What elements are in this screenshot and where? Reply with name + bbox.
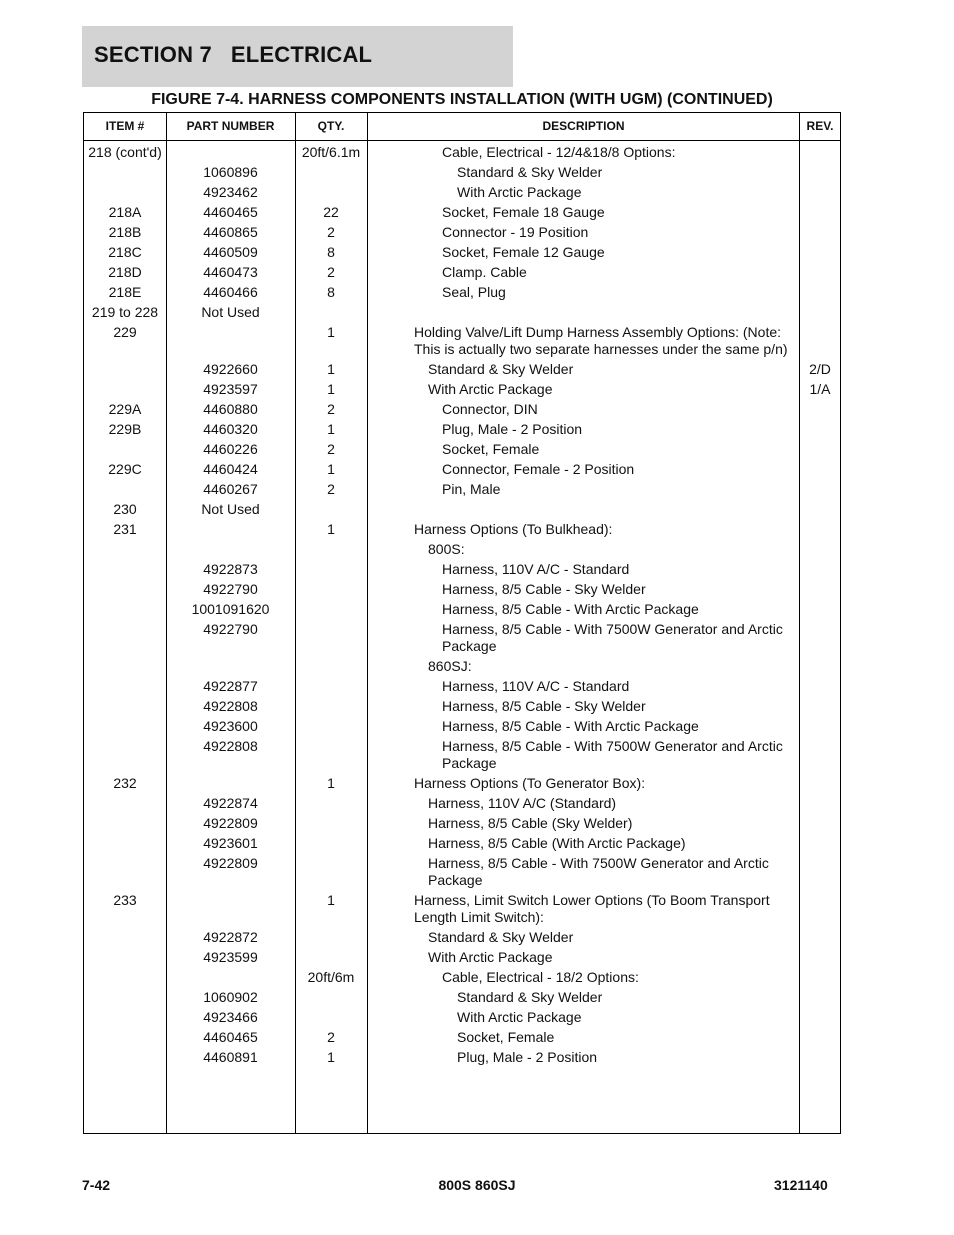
table-row	[84, 221, 840, 241]
part-number-cell: 4923601	[203, 835, 258, 851]
part-number-cell: 4460880	[203, 401, 258, 417]
description-cell: Standard & Sky Welder	[457, 164, 603, 180]
description-cell: Harness Options (To Generator Box):	[414, 775, 646, 791]
description-cell: Harness, 8/5 Cable (Sky Welder)	[428, 815, 633, 831]
part-number-cell: 4460465	[203, 1029, 258, 1045]
description-cell: Connector, DIN	[442, 401, 538, 417]
part-number-cell: 4923462	[203, 184, 258, 200]
table-row	[84, 598, 840, 618]
part-number-cell: 4460226	[203, 441, 258, 457]
table-header	[84, 113, 840, 141]
header-qty: QTY.	[317, 119, 345, 133]
rev-cell: 1/A	[809, 381, 831, 397]
part-number-cell: 4922874	[203, 795, 258, 811]
table-row	[84, 458, 840, 478]
qty-cell: 1	[327, 1049, 335, 1065]
part-number-cell: 4922872	[203, 929, 258, 945]
description-cell: Clamp. Cable	[442, 264, 527, 280]
description-cell: Harness, 110V A/C - Standard	[442, 561, 630, 577]
qty-cell: 1	[327, 521, 335, 537]
description-cell: Harness, 8/5 Cable - With 7500W Generator and Arctic Package	[442, 738, 783, 771]
part-number-cell: 4923600	[203, 718, 258, 734]
table-row	[84, 398, 840, 418]
qty-cell: 2	[327, 1029, 335, 1045]
description-cell: Socket, Female 12 Gauge	[442, 244, 605, 260]
item-cell: 231	[113, 521, 137, 537]
description-cell: 860SJ:	[428, 658, 472, 674]
table-row	[84, 438, 840, 458]
qty-cell: 20ft/6m	[307, 969, 355, 985]
figure-title: FIGURE 7-4. HARNESS COMPONENTS INSTALLATION (WITH UGM) (CONTINUED)	[151, 91, 773, 108]
description-cell: Harness, 110V A/C (Standard)	[428, 795, 617, 811]
item-cell: 229C	[108, 461, 142, 477]
table-row	[84, 986, 840, 1006]
part-number-cell: 4923599	[203, 949, 258, 965]
parts-table	[83, 112, 841, 1134]
part-number-cell: 4460320	[203, 421, 258, 437]
table-row	[84, 832, 840, 852]
description-cell: Seal, Plug	[442, 284, 506, 300]
table-row	[84, 378, 840, 398]
description-cell: Connector - 19 Position	[442, 224, 589, 240]
part-number-cell: 4460267	[203, 481, 258, 497]
description-cell: Harness, 8/5 Cable - With 7500W Generator and Arctic Package	[428, 855, 769, 888]
part-number-cell: 4460891	[203, 1049, 258, 1065]
description-cell: Harness, 8/5 Cable - With Arctic Package	[442, 718, 699, 734]
footer-model: 800S 860SJ	[438, 1177, 516, 1193]
qty-cell: 1	[327, 421, 335, 437]
table-row	[84, 735, 840, 772]
description-cell: Pin, Male	[442, 481, 501, 497]
description-cell: Harness Options (To Bulkhead):	[414, 521, 613, 537]
description-cell: 800S:	[428, 541, 465, 557]
item-cell: 229	[113, 324, 137, 340]
description-cell	[414, 304, 792, 321]
description-cell: Socket, Female	[442, 441, 540, 457]
part-number-cell: 4923466	[203, 1009, 258, 1025]
table-row	[84, 518, 840, 538]
table-row	[84, 852, 840, 889]
table-row	[84, 618, 840, 655]
qty-cell: 2	[327, 481, 335, 497]
part-number-cell: 4922790	[203, 621, 258, 637]
description-cell: Standard & Sky Welder	[428, 361, 574, 377]
description-cell: Harness, 8/5 Cable - With Arctic Package	[442, 601, 699, 617]
part-number-cell: 4923597	[203, 381, 258, 397]
rev-cell: 2/D	[809, 361, 831, 377]
part-number-cell: 4460466	[203, 284, 258, 300]
description-cell: Holding Valve/Lift Dump Harness Assembly Options: (Note: This is actually two separate harnesses under the same p/n)	[414, 324, 788, 357]
part-number-cell: 4922790	[203, 581, 258, 597]
table-row	[84, 1006, 840, 1026]
item-cell: 218A	[108, 204, 142, 220]
header-part-number: PART NUMBER	[186, 119, 275, 133]
description-cell: Cable, Electrical - 18/2 Options:	[442, 969, 639, 985]
table-row	[84, 578, 840, 598]
item-cell: 219 to 228	[91, 304, 159, 320]
table-row	[84, 181, 840, 201]
table-row	[84, 1046, 840, 1066]
description-cell: Socket, Female 18 Gauge	[442, 204, 605, 220]
table-row	[84, 241, 840, 261]
description-cell: Socket, Female	[457, 1029, 555, 1045]
part-number-cell: 4922808	[203, 738, 258, 754]
qty-cell: 1	[327, 361, 335, 377]
qty-cell: 2	[327, 264, 335, 280]
table-row	[84, 261, 840, 281]
description-cell: With Arctic Package	[457, 1009, 582, 1025]
table-row	[84, 478, 840, 498]
table-row	[84, 946, 840, 966]
part-number-cell: 1060902	[203, 989, 258, 1005]
description-cell: Connector, Female - 2 Position	[442, 461, 635, 477]
table-row	[84, 498, 840, 518]
section-banner	[82, 26, 513, 87]
part-number-cell: 4460424	[203, 461, 258, 477]
section-title: SECTION 7 ELECTRICAL	[94, 42, 373, 67]
description-cell: Standard & Sky Welder	[457, 989, 603, 1005]
part-number-cell: 4922660	[203, 361, 258, 377]
part-number-cell: Not Used	[201, 304, 260, 320]
part-number-cell: Not Used	[201, 501, 260, 517]
description-cell: With Arctic Package	[428, 381, 553, 397]
part-number-cell: 4922877	[203, 678, 258, 694]
description-cell: Cable, Electrical - 12/4&18/8 Options:	[442, 144, 676, 160]
qty-cell: 20ft/6.1m	[301, 144, 361, 160]
table-row	[84, 926, 840, 946]
item-cell: 218E	[108, 284, 142, 300]
description-cell: Harness, 8/5 Cable - Sky Welder	[442, 698, 646, 714]
item-cell: 218 (cont'd)	[88, 144, 162, 160]
header-rev: REV.	[806, 119, 834, 133]
qty-cell: 2	[327, 441, 335, 457]
part-number-cell: 4922808	[203, 698, 258, 714]
part-number-cell: 4460473	[203, 264, 258, 280]
item-cell: 229A	[108, 401, 142, 417]
table-row	[84, 281, 840, 301]
description-cell: With Arctic Package	[457, 184, 582, 200]
table-row	[84, 655, 840, 675]
table-row	[84, 1026, 840, 1046]
description-cell: Harness, 8/5 Cable (With Arctic Package)	[428, 835, 686, 851]
qty-cell: 8	[327, 284, 335, 300]
header-description: DESCRIPTION	[542, 119, 625, 133]
table-row	[84, 966, 840, 986]
part-number-cell: 4922809	[203, 855, 258, 871]
part-number-cell: 1060896	[203, 164, 258, 180]
table-row	[84, 792, 840, 812]
part-number-cell: 4460865	[203, 224, 258, 240]
part-number-cell: 4460465	[203, 204, 258, 220]
table-row	[84, 538, 840, 558]
description-cell: Harness, 110V A/C - Standard	[442, 678, 630, 694]
table-row	[84, 201, 840, 221]
description-cell	[414, 501, 792, 518]
table-row	[84, 715, 840, 735]
qty-cell: 1	[327, 892, 335, 908]
table-row	[84, 695, 840, 715]
footer-doc-number: 3121140	[774, 1177, 828, 1193]
table-row	[84, 301, 840, 321]
qty-cell: 22	[323, 204, 339, 220]
table-row	[84, 675, 840, 695]
description-cell: Harness, Limit Switch Lower Options (To Boom Transport Length Limit Switch):	[414, 892, 770, 925]
description-cell: Harness, 8/5 Cable - Sky Welder	[442, 581, 646, 597]
description-cell: Standard & Sky Welder	[428, 929, 574, 945]
item-cell: 233	[113, 892, 137, 908]
table-row	[84, 418, 840, 438]
item-cell: 218C	[108, 244, 142, 260]
table-row	[84, 558, 840, 578]
description-cell: Plug, Male - 2 Position	[457, 1049, 598, 1065]
item-cell: 232	[113, 775, 137, 791]
part-number-cell: 4922873	[203, 561, 258, 577]
table-row	[84, 889, 840, 926]
item-cell: 218B	[108, 224, 142, 240]
qty-cell: 1	[327, 775, 335, 791]
description-cell: With Arctic Package	[428, 949, 553, 965]
table-row	[84, 321, 840, 358]
qty-cell: 2	[327, 224, 335, 240]
part-number-cell: 4460509	[203, 244, 258, 260]
table-row	[84, 812, 840, 832]
footer-page-number: 7-42	[82, 1177, 111, 1193]
item-cell: 230	[113, 501, 137, 517]
qty-cell: 1	[327, 381, 335, 397]
table-row	[84, 141, 840, 161]
item-cell: 229B	[108, 421, 142, 437]
part-number-cell: 1001091620	[191, 601, 270, 617]
table-row	[84, 161, 840, 181]
part-number-cell: 4922809	[203, 815, 258, 831]
qty-cell: 8	[327, 244, 335, 260]
table-row	[84, 358, 840, 378]
item-cell: 218D	[108, 264, 142, 280]
qty-cell: 1	[327, 324, 335, 340]
table-row	[84, 772, 840, 792]
header-item: ITEM #	[105, 119, 145, 133]
table-body	[84, 141, 840, 1066]
description-cell: Harness, 8/5 Cable - With 7500W Generator and Arctic Package	[442, 621, 783, 654]
qty-cell: 1	[327, 461, 335, 477]
description-cell: Plug, Male - 2 Position	[442, 421, 583, 437]
qty-cell: 2	[327, 401, 335, 417]
